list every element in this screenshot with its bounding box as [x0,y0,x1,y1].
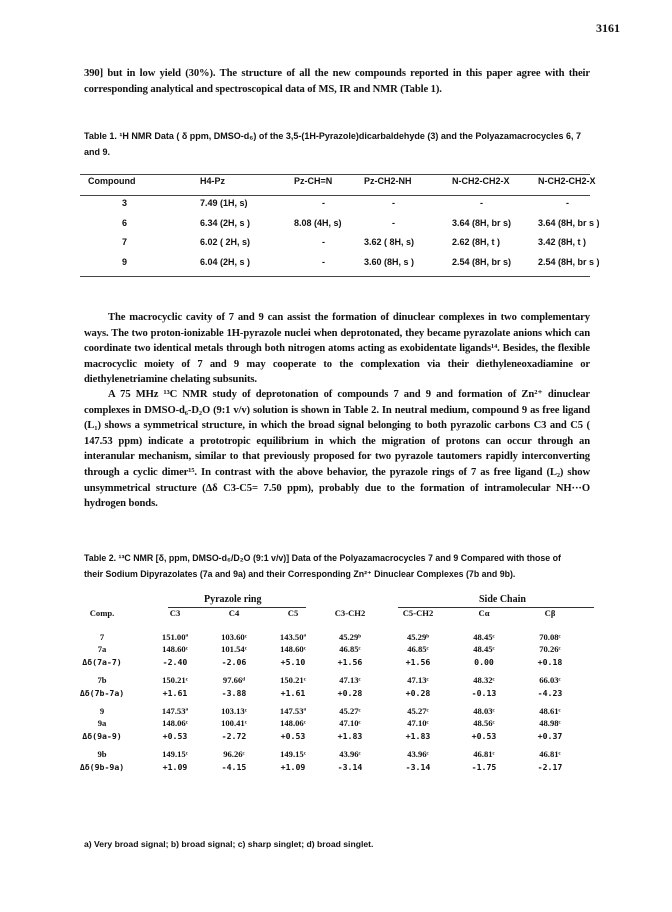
table1-cell: - [322,237,325,248]
table2-row-label: 9 [99,706,105,716]
table1-header-cell: N-CH2-CH2-X [452,176,510,186]
table1-cell: 2.54 (8H, br s ) [538,256,600,267]
table2-cell: 148.60ᶜ [162,644,188,655]
table2-cell: 47.10ᶜ [339,718,361,729]
table1-cell: 7.49 (1H, s) [200,198,248,208]
table1-cell: - [392,198,395,208]
table1-row [82,237,602,257]
table2-cell: +0.28 [405,687,431,698]
table2-cell: 97.66ᵈ [222,675,246,686]
table2-cell: 148.06ᶜ [280,718,306,729]
table2-cell: 45.29ᵇ [406,632,430,642]
table2-cell: +0.53 [162,730,188,741]
table2-delta-row [80,731,600,743]
table2-cell: +0.53 [280,730,306,741]
table1-cell: - [566,198,569,208]
table1-caption-line2: and 9. [84,147,111,157]
table2-row [80,675,600,687]
page-number: 3161 [596,21,620,35]
table1-cell: 6 [122,217,128,228]
table2-cell: -2.40 [162,656,188,667]
table2-cell: 48.56ᶜ [473,718,495,729]
table1-cell: - [392,217,395,228]
table1-row [82,257,602,277]
table2-row [80,644,600,656]
table1-cell: 6.34 (2H, s ) [200,217,251,228]
table2-cell: 48.03ᶜ [473,706,495,716]
table1-cell: 3.60 (8H, s ) [364,256,415,267]
table2-cell: +0.28 [337,687,363,698]
table1-header-cell: H4-Pz [200,176,226,186]
table1-cell: - [322,198,325,208]
table2-cell: 147.53ª [161,706,189,716]
table2-row-label: 7 [99,632,105,642]
table2-cell: 48.98ᶜ [539,718,561,729]
table2-caption-line2: their Sodium Dipyrazolates (7a and 9a) and their Corresponding Zn²⁺ Dinuclear Complexes (7b and 9b). [84,569,516,579]
table2-cell: 48.32ᶜ [473,675,495,686]
table2-cell: Cβ [544,608,556,618]
table1 [82,176,602,276]
table1-header-cell: Compound [88,176,136,186]
paragraph-3: A 75 MHz ¹³C NMR study of deprotonation of compounds 7 and 9 and formation of Zn²⁺ dinuclear complexes in DMSO-d₆-D₂O (9:1 v/v) solution is shown in Table 2. In neutral medium, compound 9 as free ligand (L₁) shows a symmetrical structure, in which the broad signal belonging to both pyrazolic carbons C3 and C5 ( 147.53 ppm) indicate a prototropic equilibrium in which the migration of protons can occur through an interanular mechanism, similar to that previously proposed for two pyrazole tautomers rapidly interconverting through a cyclic dimer¹⁵. In contrast with the above behavior, the pyrazole rings of 7 as free ligand (L₂) show unsymmetrical structure (Δδ C3-C5= 7.50 ppm), probably due to the formation of intramolecular NH···O hydrogen bonds. [84,389,590,510]
table2-delta-row [80,688,600,700]
table2-cell: 151.00ª [161,632,189,642]
table2-cell: +1.61 [162,687,188,698]
table1-caption [84,128,596,160]
table2-row-label: Δδ(9a-9) [82,730,122,741]
table1-cell: - [480,198,483,208]
table1-cell: 3.64 (8H, br s) [452,217,512,228]
group-label-side-chain: Side Chain [479,594,526,605]
table2-row [80,632,600,644]
table1-header-cell: Pz-CH2-NH [364,176,412,186]
table2-cell: 45.27ᶜ [339,706,361,716]
table1-header-cell: N-CH2-CH2-X [538,176,596,186]
table1-cell: 6.04 (2H, s ) [200,256,251,267]
table2-cell: +1.09 [162,761,188,772]
table2-cell: 45.27ᶜ [407,706,429,716]
table1-cell: 2.62 (8H, t ) [452,237,501,248]
table2-cell: 43.96ᶜ [407,749,429,760]
table2-cell: 45.29ᵇ [338,632,362,642]
table2-cell: -2.17 [537,761,563,772]
table1-cell: 3.42 (8H, t ) [538,237,587,248]
table2-row-label: 7b [97,675,107,686]
table2-cell: 103.60ᶜ [221,632,247,642]
table2-row [80,749,600,761]
table1-cell: 3 [122,198,128,208]
table1-cell: - [322,256,325,267]
table2-cell: 46.85ᶜ [339,644,361,655]
table2-cell: 46.81ᶜ [473,749,495,760]
table2-cell: 47.13ᶜ [407,675,429,686]
table2-cell: 150.21ᶜ [162,675,188,686]
table1-header-rule [80,195,590,196]
table2-row-label: 9b [97,749,107,760]
table2-cell: 143.50ª [279,632,307,642]
table2-cell: 48.61ᶜ [539,706,561,716]
table2-cell: +0.37 [537,730,563,741]
table2-row-label: Δδ(9b-9a) [79,761,125,772]
table2-row-label: 7a [97,644,107,655]
table2-cell: C3 [169,608,181,618]
table2-cell: 147.53ª [279,706,307,716]
table2-cell: 70.08ᶜ [539,632,561,642]
group-label-pyrazole-ring: Pyrazole ring [204,594,262,605]
table2-cell: 48.45ᶜ [473,632,495,642]
table2-cell: 47.10ᶜ [407,718,429,729]
table2-caption [84,550,596,582]
table2-cell: +1.83 [337,730,363,741]
table2-caption-line1: Table 2. ¹³C NMR [δ, ppm, DMSO-d₆/D₂O (9:1 v/v)] Data of the Polyazamacrocycles 7 and 9 Compared with those of [84,553,561,563]
table2-cell: -4.23 [537,687,563,698]
table2-cell: 148.60ᶜ [280,644,306,655]
table2-row [80,718,600,730]
table2-cell: 70.26ᶜ [539,644,561,655]
table2-cell: -0.13 [471,687,497,698]
table1-cell: 8.08 (4H, s) [294,217,342,228]
table1-cell: 3.64 (8H, br s ) [538,217,600,228]
table1-cell: 6.02 ( 2H, s) [200,237,251,248]
table2-cell: 43.96ᶜ [339,749,361,760]
table2-cell: 46.81ᶜ [539,749,561,760]
table2-cell: 150.21ᶜ [280,675,306,686]
table2-cell: 46.85ᶜ [407,644,429,655]
table1-cell: 3.62 ( 8H, s) [364,237,415,248]
table1-row [82,198,602,218]
table2-cell: -4.15 [221,761,247,772]
table2-cell: -3.88 [221,687,247,698]
paragraph-2: The macrocyclic cavity of 7 and 9 can assist the formation of dinuclear complexes in two complementary ways. The two proton-ionizable 1H-pyrazole nuclei when deprotonated, they became pyrazolate anions which can coordinate two identical metals through both nitrogen atoms acting as exobidentate ligands¹⁴. Besides, the flexible macrocyclic moiety of 7 and 9 may cooperate to the complexation via their diethyleneoxadiamine or diethylenetriamine chelating subsunits. [84,312,590,386]
table2-cell: +5.10 [280,656,306,667]
table2-cell: +1.09 [280,761,306,772]
table2-row-label: Δδ(7b-7a) [79,687,125,698]
table2-cell: +1.61 [280,687,306,698]
table1-cell: 2.54 (8H, br s) [452,256,512,267]
table2-cell: 149.15ᶜ [280,749,306,760]
table2-row [80,706,600,718]
table2-cell: 0.00 [474,656,494,667]
table2-cell: C5 [287,608,299,618]
table2-cell: 103.13ᶜ [221,706,247,716]
table2-cell: 96.26ᶜ [223,749,245,760]
table2-delta-row [80,657,600,669]
table2-cell: 47.13ᶜ [339,675,361,686]
table2-cell: -2.06 [221,656,247,667]
table2-cell: 101.54ᶜ [221,644,247,655]
table2-cell: 48.45ᶜ [473,644,495,655]
table2-cell: 149.15ᶜ [162,749,188,760]
table2-cell: -3.14 [405,761,431,772]
table2-row-label: 9a [97,718,107,729]
table1-header-cell: Pz-CH=N [294,176,333,186]
table2-cell: -3.14 [337,761,363,772]
table2-cell: -2.72 [221,730,247,741]
table1-cell: 9 [122,256,128,267]
table2-cell: C4 [228,608,240,618]
table2-delta-row [80,762,600,774]
table2-row-label: Comp. [89,608,115,618]
table2-cell: C3-CH2 [334,608,366,618]
table2-cell: +1.56 [405,656,431,667]
table2-cell: +0.53 [471,730,497,741]
table2-cell: Cα [478,608,490,618]
table1-bottom-rule [80,276,590,277]
table2-row-label: Δδ(7a-7) [82,656,122,667]
table1-caption-line1: Table 1. ¹H NMR Data ( δ ppm, DMSO-d₆) of the 3,5-(1H-Pyrazole)dicarbaldehyde (3) and the Polyazamacrocycles 6, 7 [84,131,581,141]
table2-cell: C5-CH2 [402,608,434,618]
table2-cell: +1.56 [337,656,363,667]
table2-cell: 148.06ᶜ [162,718,188,729]
intro-paragraph: 390] but in low yield (30%). The structure of all the new compounds reported in this paper agree with their corresponding analytical and spectroscopical data of MS, IR and NMR (Table 1). [84,68,590,95]
table2-cell: 100.41ᶜ [221,718,247,729]
table1-cell: 7 [122,237,128,248]
table1-top-rule [80,174,590,175]
table2-cell: +1.83 [405,730,431,741]
table2-cell: +0.18 [537,656,563,667]
table1-row [82,218,602,238]
table2-header-row [80,608,600,620]
table2-footnote: a) Very broad signal; b) broad signal; c) sharp singlet; d) broad singlet. [84,839,374,849]
table2-cell: 66.03ᶜ [539,675,561,686]
table2-cell: -1.75 [471,761,497,772]
